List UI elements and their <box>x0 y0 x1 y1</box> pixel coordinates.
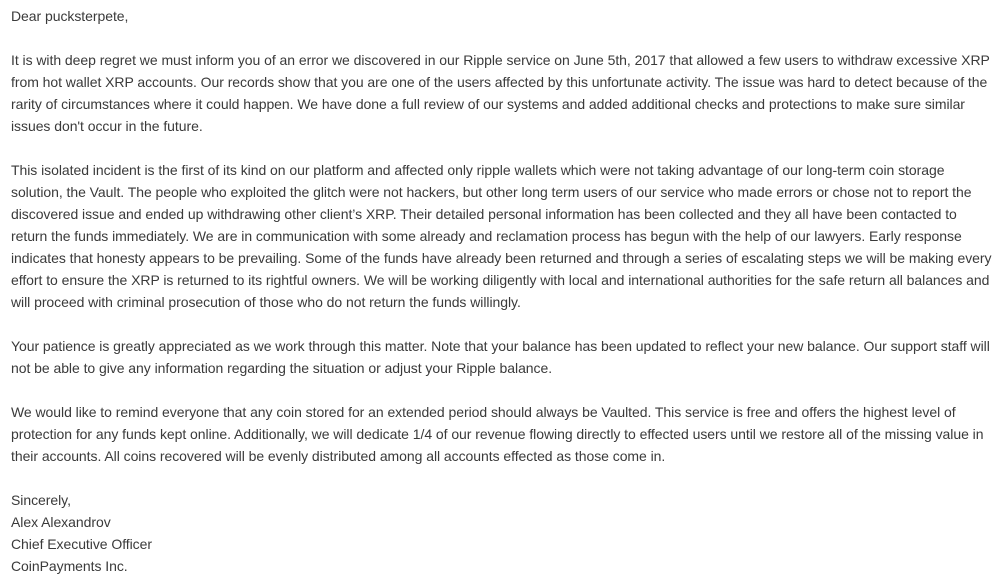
signature-closing: Sincerely, <box>11 492 71 508</box>
letter-paragraph-vault-reminder: We would like to remind everyone that any coin stored for an extended period should always be Vaulted. This service is free and offers the highest level of protection for any funds kept online. Additionally, we will dedicate 1/4 of our revenue flowing directly to effected users until we restore all of the missing value in their accounts. All coins recovered will be evenly distributed among all accounts effected as those come in. <box>11 404 984 464</box>
letter-paragraph-error-notice: It is with deep regret we must inform you of an error we discovered in our Ripple service on June 5th, 2017 that allowed a few users to withdraw excessive XRP from hot wallet XRP accounts. Our records show that you are one of the users affected by this unfortunate activity. The issue was hard to detect because of the rarity of circumstances where it could happen. We have done a full review of our systems and added additional checks and protections to make sure similar issues don't occur in the future. <box>11 52 990 134</box>
signature-company: CoinPayments Inc. <box>11 558 128 574</box>
signature-name: Alex Alexandrov <box>11 514 111 530</box>
letter-signature <box>11 489 995 577</box>
letter-paragraph-balance-update: Your patience is greatly appreciated as we work through this matter. Note that your balance has been updated to reflect your new balance. Our support staff will not be able to give any information regarding the situation or adjust your Ripple balance. <box>11 338 990 376</box>
letter-greeting: Dear pucksterpete, <box>11 8 129 24</box>
signature-title: Chief Executive Officer <box>11 536 152 552</box>
letter-paragraph-incident-details: This isolated incident is the first of its kind on our platform and affected only ripple wallets which were not taking advantage of our long-term coin storage solution, the Vault. The people who exploited the glitch were not hackers, but other long term users of our service who made errors or chose not to report the discovered issue and ended up withdrawing other client’s XRP. Their detailed personal information has been collected and they all have been contacted to return the funds immediately. We are in communication with some already and reclamation process has begun with the help of our lawyers. Early response indicates that honesty appears to be prevailing. Some of the funds have already been returned and through a series of escalating steps we will be making every effort to ensure the XRP is returned to its rightful owners. We will be working diligently with local and international authorities for the safe return all balances and will proceed with criminal prosecution of those who do not return the funds willingly. <box>11 162 992 310</box>
email-letter-body <box>11 5 995 577</box>
